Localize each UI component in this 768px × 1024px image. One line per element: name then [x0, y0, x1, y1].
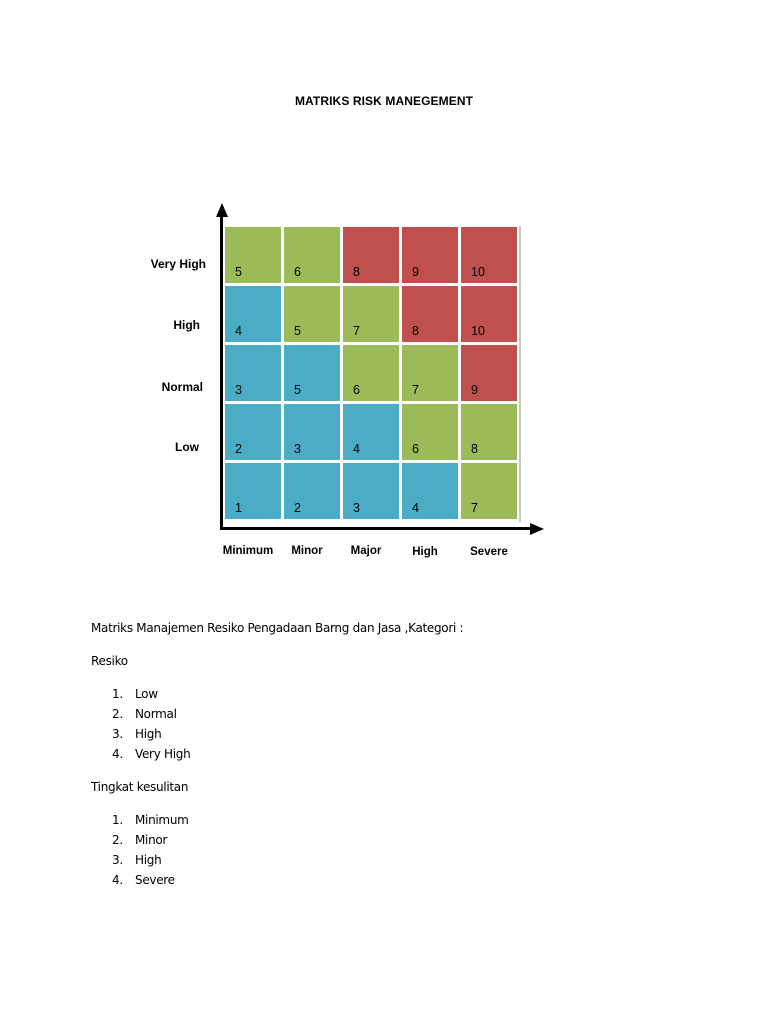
matrix-cell-value: 5 [294, 383, 301, 397]
matrix-cell-value: 7 [412, 383, 419, 397]
matrix-cell [284, 404, 340, 460]
matrix-cell [343, 227, 399, 283]
list-number: 3. [112, 727, 123, 741]
resiko-list [91, 684, 463, 764]
row-label-normal: Normal [161, 380, 203, 394]
list-item [91, 684, 463, 704]
matrix-cell-value: 6 [294, 265, 301, 279]
matrix-cell [343, 463, 399, 519]
matrix-cell [402, 286, 458, 342]
list-number: 2. [112, 707, 123, 721]
matrix-cell [284, 463, 340, 519]
list-item [91, 850, 463, 870]
matrix-cell [461, 404, 517, 460]
matrix-cell-value: 6 [412, 442, 419, 456]
matrix-cell [402, 227, 458, 283]
list-item [91, 830, 463, 850]
matrix-cell-value: 5 [294, 324, 301, 338]
matrix-cell [461, 463, 517, 519]
matrix-cell [461, 286, 517, 342]
matrix-cell-value: 5 [235, 265, 242, 279]
document-title: MATRIKS RISK MANEGEMENT [294, 94, 474, 108]
matrix-cell-value: 7 [471, 501, 478, 515]
matrix-cell-value: 9 [471, 383, 478, 397]
x-axis-arrow-icon [530, 523, 544, 535]
list-item [91, 810, 463, 830]
matrix-cell [225, 404, 281, 460]
kesulitan-heading: Tingkat kesulitan [91, 780, 189, 794]
matrix-cell [402, 345, 458, 401]
list-number: 4. [112, 747, 123, 761]
list-text: Severe [135, 873, 175, 887]
matrix-cell-value: 9 [412, 265, 419, 279]
matrix-cell [225, 345, 281, 401]
matrix-cell-value: 3 [235, 383, 242, 397]
matrix-cell [284, 286, 340, 342]
row-label-high: High [173, 318, 200, 332]
list-item [91, 744, 463, 764]
col-label-severe: Severe [470, 546, 508, 558]
matrix-cell-value: 4 [235, 324, 242, 338]
matrix-cell [461, 227, 517, 283]
matrix-cell-value: 7 [353, 324, 360, 338]
matrix-cell-value: 8 [412, 324, 419, 338]
matrix-cell [343, 286, 399, 342]
matrix-cell [225, 463, 281, 519]
col-label-high: High [412, 546, 438, 558]
matrix-cell [284, 345, 340, 401]
list-number: 1. [112, 687, 123, 701]
list-text: Very High [135, 747, 191, 761]
matrix-cell [461, 345, 517, 401]
matrix-cell [343, 404, 399, 460]
matrix-cell-value: 8 [471, 442, 478, 456]
matrix-cell [343, 345, 399, 401]
list-item [91, 724, 463, 744]
col-label-minimum: Minimum [222, 545, 274, 557]
list-text: Low [135, 687, 158, 701]
matrix-cell-value: 2 [235, 442, 242, 456]
matrix-cell-value: 4 [412, 501, 419, 515]
intro-paragraph: Matriks Manajemen Resiko Pengadaan Barng dan Jasa ,Kategori : [91, 621, 464, 635]
matrix-cell-value: 4 [353, 442, 360, 456]
list-text: High [135, 727, 162, 741]
col-label-major: Major [350, 545, 382, 557]
matrix-cell [225, 286, 281, 342]
list-text: Minimum [135, 813, 189, 827]
matrix-cell-value: 1 [235, 501, 242, 515]
description-block [91, 618, 463, 903]
matrix-cell-value: 10 [471, 324, 485, 338]
list-item [91, 704, 463, 724]
matrix-cell [225, 227, 281, 283]
list-number: 2. [112, 833, 123, 847]
matrix-cell-value: 3 [353, 501, 360, 515]
matrix-cell-value: 6 [353, 383, 360, 397]
row-label-very-high: Very High [150, 257, 206, 271]
matrix-cell-value: 8 [353, 265, 360, 279]
matrix-cell-value: 10 [471, 265, 485, 279]
matrix-cell-value: 2 [294, 501, 301, 515]
kesulitan-list [91, 810, 463, 890]
x-axis [220, 527, 532, 530]
matrix-cell [402, 463, 458, 519]
list-text: Normal [135, 707, 177, 721]
matrix-right-edge [519, 226, 521, 522]
list-number: 3. [112, 853, 123, 867]
matrix-cell [402, 404, 458, 460]
matrix-cell-value: 3 [294, 442, 301, 456]
row-label-low: Low [175, 440, 199, 454]
list-number: 4. [112, 873, 123, 887]
matrix-cell [284, 227, 340, 283]
y-axis-arrow-icon [216, 203, 228, 217]
list-text: Minor [135, 833, 168, 847]
list-text: High [135, 853, 162, 867]
resiko-heading: Resiko [91, 654, 128, 668]
col-label-minor: Minor [291, 545, 323, 557]
y-axis [220, 214, 223, 530]
list-item [91, 870, 463, 890]
list-number: 1. [112, 813, 123, 827]
